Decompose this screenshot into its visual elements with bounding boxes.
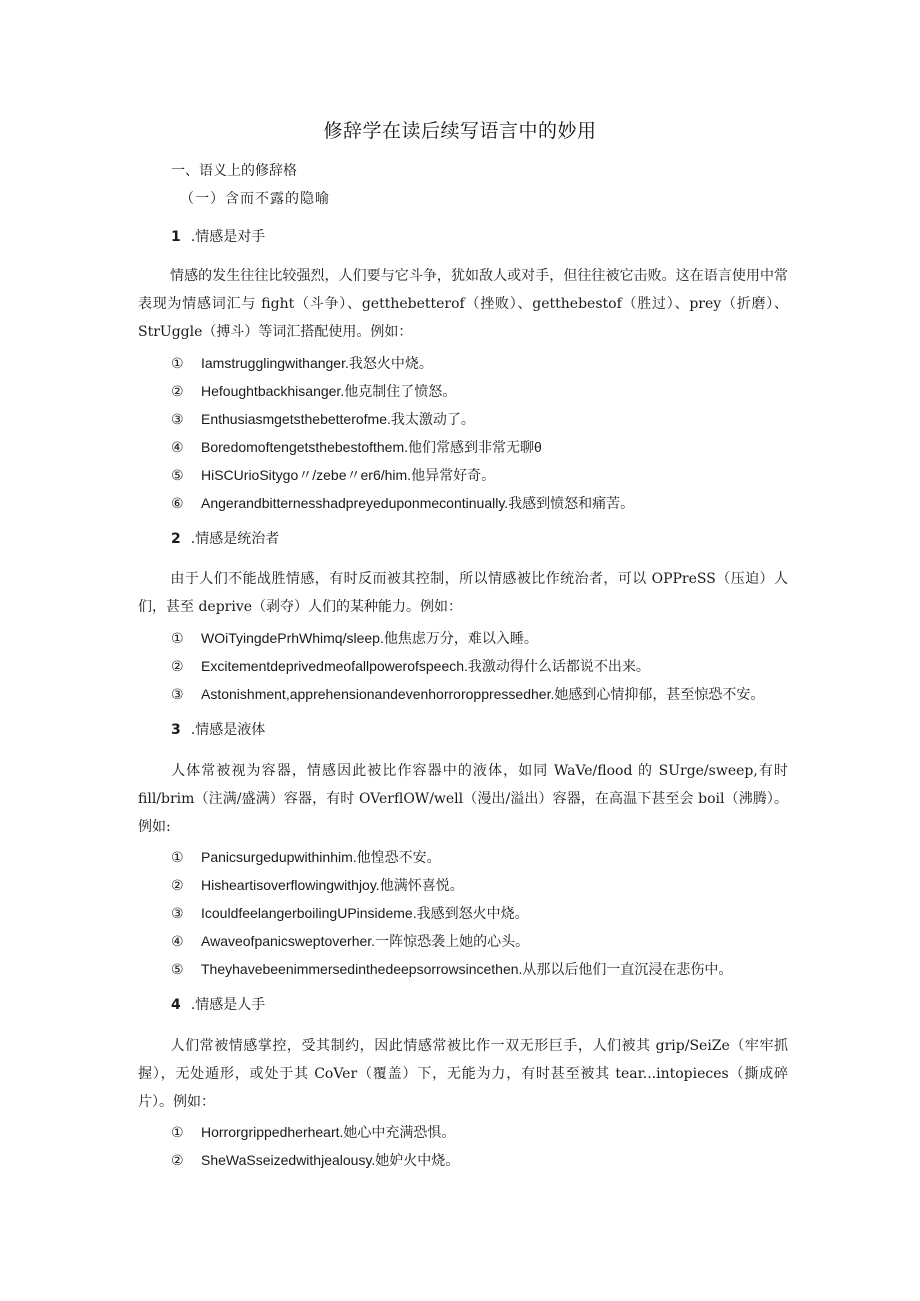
example-marker: ① — [171, 356, 184, 372]
example-item — [171, 381, 456, 401]
section-paragraph — [138, 565, 788, 621]
example-marker: ② — [171, 384, 184, 400]
example-marker: ④ — [171, 440, 184, 456]
page-title: 修辞学在读后续写语言中的妙用 — [323, 120, 597, 142]
example-item — [171, 465, 495, 485]
example-item — [171, 493, 634, 513]
example-item — [171, 353, 433, 373]
section-title: .情感是液体 — [190, 722, 266, 738]
section-title: .情感是对手 — [190, 229, 266, 245]
paragraph-text: 人体常被视为容器，情感因此被比作容器中的液体，如同 WaVe/flood 的 SUrge/sweep,有时 fill/brim（注满/盛满）容器，有时 OVerflOW/well（漫出/溢出）容器，在高温下甚至会 boil（沸腾）。例如: — [138, 763, 788, 835]
section-paragraph — [138, 1032, 788, 1116]
example-item — [171, 656, 650, 676]
example-text: HiSCUrioSitygo〃/zebe〃er6/him.他异常好奇。 — [201, 467, 496, 483]
example-marker: ⑤ — [171, 962, 184, 978]
example-marker: ② — [171, 1153, 184, 1169]
section-paragraph — [138, 262, 788, 346]
section-heading — [171, 719, 265, 739]
example-text: Hisheartisoverflowingwithjoy.他满怀喜悦。 — [201, 877, 464, 893]
example-marker: ① — [171, 1125, 184, 1141]
example-item — [171, 959, 732, 979]
section-heading — [171, 528, 279, 548]
example-marker: ② — [171, 878, 184, 894]
example-text: Iamstrugglingwithanger.我怒火中烧。 — [201, 355, 433, 371]
section-heading — [171, 226, 265, 246]
section-number: 2 — [171, 531, 181, 547]
example-item — [171, 1122, 455, 1142]
paragraph-text: 人们常被情感掌控，受其制约，因此情感常被比作一双无形巨手，人们被其 grip/SeiZe（牢牢抓握），无处遁形，或处于其 CoVer（覆盖）下，无能为力，有时甚至被其 tear...intopieces（撕成碎片）。例如： — [138, 1038, 788, 1110]
example-item — [171, 437, 542, 457]
example-marker: ① — [171, 850, 184, 866]
example-text: Excitementdeprivedmeofallpowerofspeech.我激动得什么话都说不出来。 — [201, 658, 650, 674]
section-number: 4 — [171, 997, 181, 1013]
example-text: Astonishment,apprehensionandevenhorroroppressedher.她感到心情抑郁，甚至惊恐不安。 — [201, 686, 765, 702]
example-marker: ③ — [171, 906, 184, 922]
example-item — [171, 628, 538, 648]
section-title: .情感是统治者 — [190, 531, 280, 547]
example-text: Hefoughtbackhisanger.他克制住了愤怒。 — [201, 383, 457, 399]
example-marker: ① — [171, 631, 184, 647]
example-marker: ③ — [171, 412, 184, 428]
heading-level-2: （一）含而不露的隐喻 — [180, 191, 330, 207]
paragraph-text: 由于人们不能战胜情感，有时反而被其控制，所以情感被比作统治者，可以 OPPreSS（压迫）人们，甚至 deprive（剥夺）人们的某种能力。例如： — [138, 571, 788, 615]
section-heading — [171, 994, 265, 1014]
example-text: Awaveofpanicsweptoverher.一阵惊恐袭上她的心头。 — [201, 933, 530, 949]
example-text: WOiTyingdePrhWhimq/sleep.他焦虑万分，难以入睡。 — [201, 630, 538, 646]
example-item — [171, 931, 529, 951]
example-text: Horrorgrippedherheart.她心中充满恐惧。 — [201, 1124, 456, 1140]
example-text: Panicsurgedupwithinhim.他惶恐不安。 — [201, 849, 441, 865]
example-item — [171, 684, 764, 704]
example-text: Theyhavebeenimmersedinthedeepsorrowsincethen.从那以后他们一直沉浸在悲伤中。 — [201, 961, 733, 977]
example-item — [171, 409, 475, 429]
section-title: .情感是人手 — [190, 997, 266, 1013]
example-marker: ③ — [171, 687, 184, 703]
section-number: 3 — [171, 722, 181, 738]
section-paragraph — [138, 757, 788, 841]
section-number: 1 — [171, 229, 181, 245]
example-text: Angerandbitternesshadpreyeduponmecontinually.我感到愤怒和痛苦。 — [201, 495, 635, 511]
example-item — [171, 1150, 459, 1170]
example-item — [171, 903, 529, 923]
example-marker: ⑥ — [171, 496, 184, 512]
paragraph-text: 情感的发生往往比较强烈，人们要与它斗争，犹如敌人或对手，但往往被它击败。这在语言使用中常表现为情感词汇与 fight（斗争）、getthebetterof（挫败）、getthebestof（胜过）、prey（折磨）、StrUggle（搏斗）等词汇搭配使用。例如： — [138, 268, 788, 340]
example-marker: ⑤ — [171, 468, 184, 484]
example-text: SheWaSseizedwithjealousy.她妒火中烧。 — [201, 1152, 460, 1168]
example-marker: ② — [171, 659, 184, 675]
example-text: Boredomoftengetsthebestofthem.他们常感到非常无聊θ — [201, 439, 542, 455]
example-text: Enthusiasmgetsthebetterofme.我太激动了。 — [201, 411, 475, 427]
example-text: IcouldfeelangerboilingUPinsideme.我感到怒火中烧。 — [201, 905, 529, 921]
example-marker: ④ — [171, 934, 184, 950]
example-item — [171, 875, 464, 895]
heading-level-1: 一、语义上的修辞格 — [171, 163, 297, 179]
example-item — [171, 847, 441, 867]
